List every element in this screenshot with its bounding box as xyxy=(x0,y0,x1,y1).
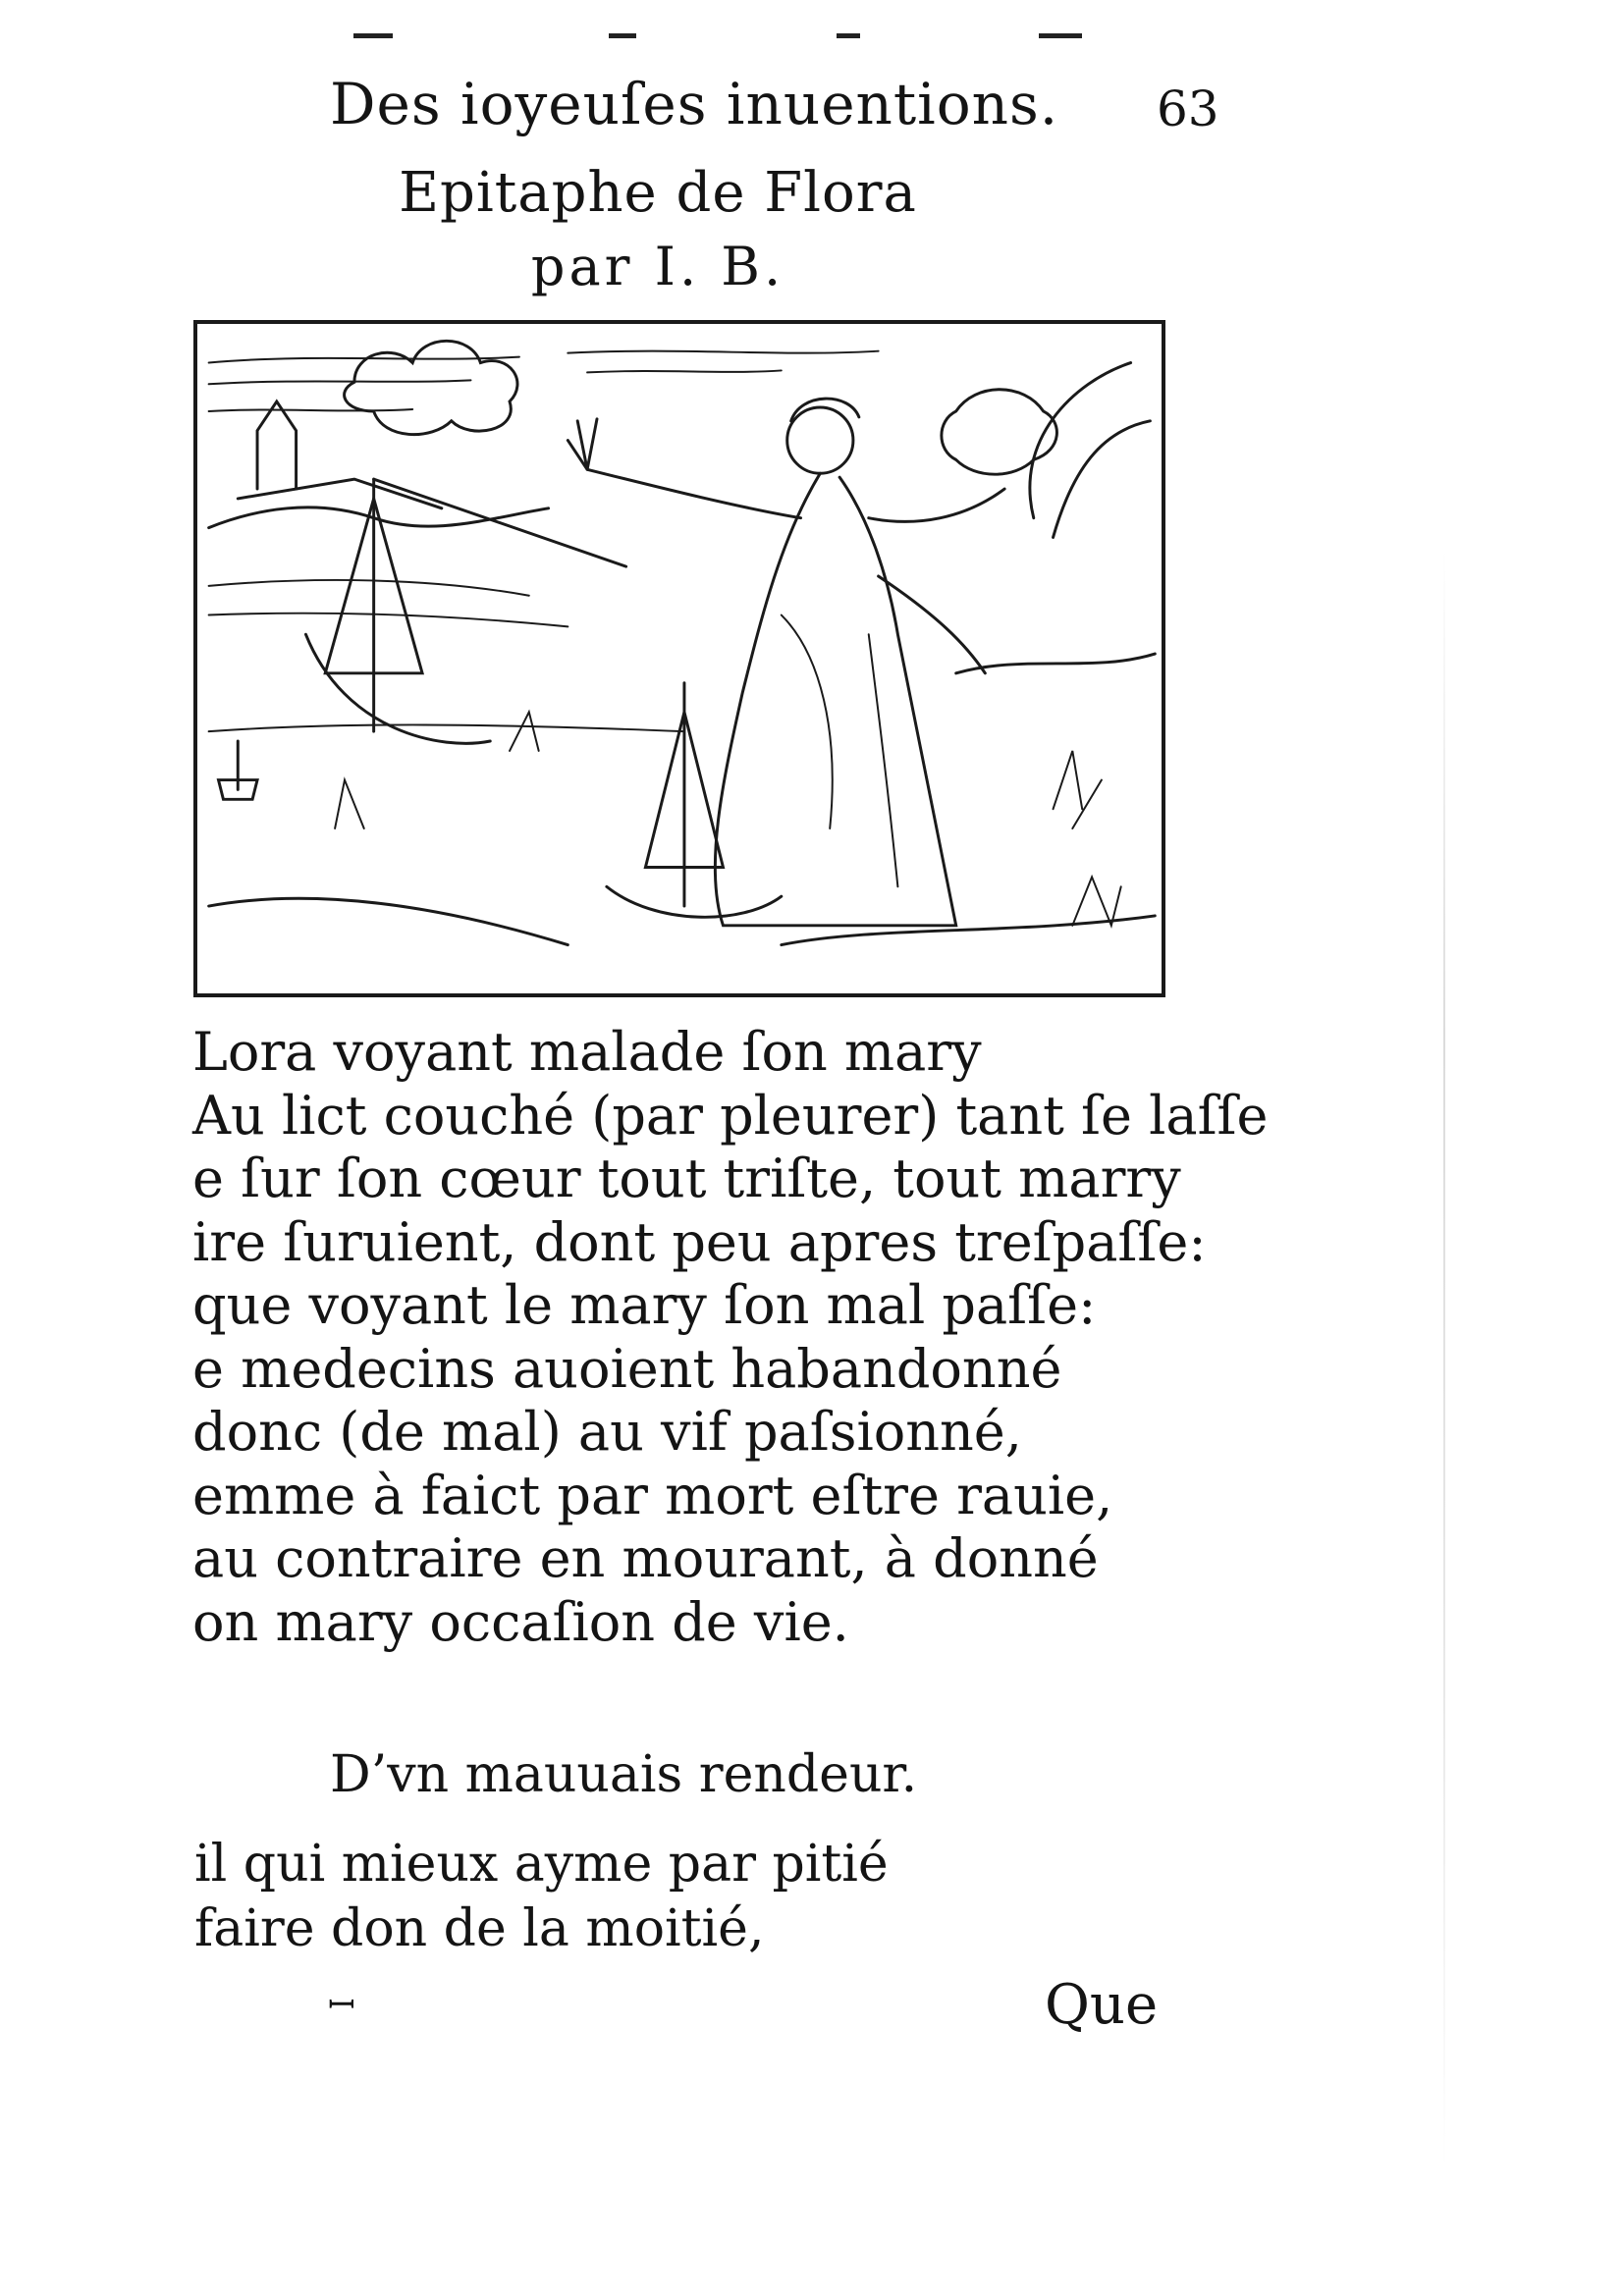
poem-line: emme à faict par mort eſtre rauie, xyxy=(192,1464,1113,1526)
page-edge-shadow xyxy=(1443,550,1445,2169)
poem-line: Lora voyant malade ſon mary xyxy=(192,1021,982,1083)
author-attribution: par I. B. xyxy=(530,236,785,297)
catchword: Que xyxy=(1045,1973,1159,2037)
poem-line: que voyant le mary ſon mal paſſe: xyxy=(192,1274,1097,1336)
poem-line: au contraire en mourant, à donné xyxy=(192,1527,1099,1589)
running-title: Des ioyeuſes inuentions. xyxy=(330,71,1059,137)
second-poem xyxy=(194,1832,889,1961)
poem-line: Au lict couché (par pleurer) tant ſe laſſe xyxy=(192,1084,1269,1147)
poem-line: donc (de mal) au vif paſsionné, xyxy=(192,1401,1022,1463)
poem-line: e medecins auoient habandonné xyxy=(192,1337,1062,1400)
poem-line: e ſur ſon cœur tout triſte, tout marry xyxy=(192,1148,1181,1209)
top-marks xyxy=(353,33,1100,39)
poem-line: ire ſuruient, dont peu apres treſpaſſe: xyxy=(192,1210,1207,1273)
woodcut-illustration-icon xyxy=(193,320,1165,997)
page-number: 63 xyxy=(1157,80,1219,137)
epitaph-poem xyxy=(192,1021,1269,1654)
poem-line: faire don de la moitié, xyxy=(194,1899,765,1958)
section-title: D’vn mauuais rendeur. xyxy=(330,1745,918,1804)
poem-line: il qui mieux ayme par pitié xyxy=(194,1835,889,1894)
poem-line: on mary occaſion de vie. xyxy=(192,1590,849,1653)
epitaph-heading: Epitaphe de Flora xyxy=(399,161,917,225)
signature-mark: ꟷ xyxy=(328,1986,355,2025)
